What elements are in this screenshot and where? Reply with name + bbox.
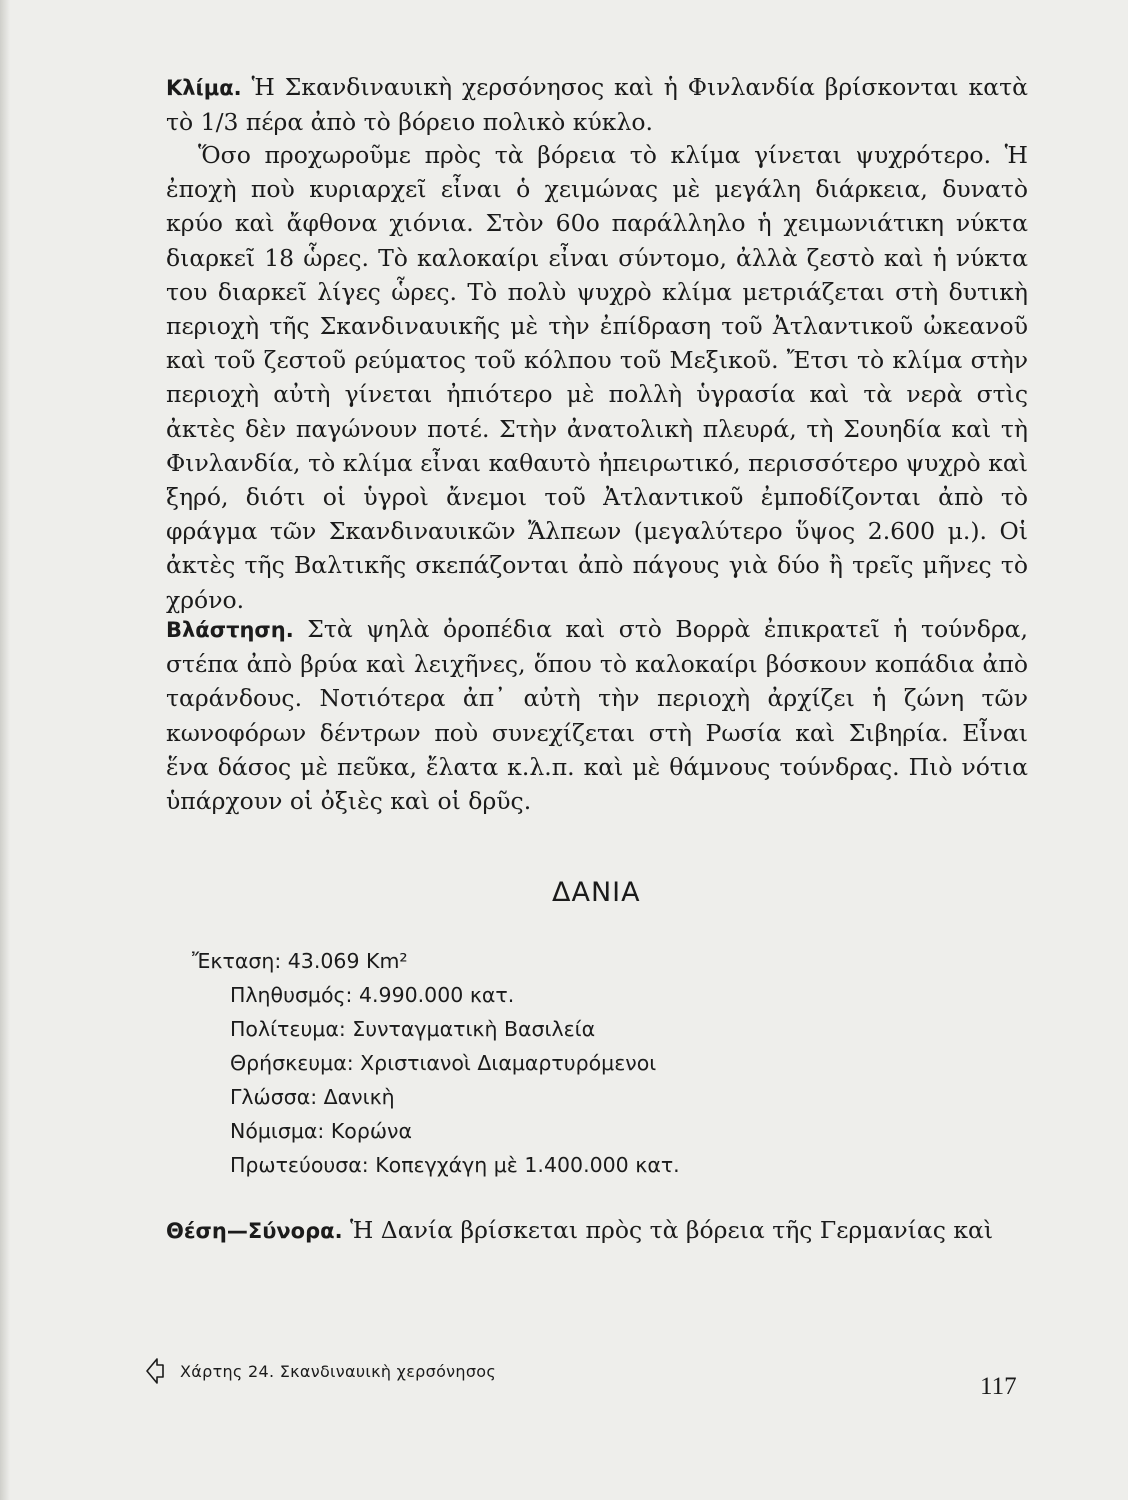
climate-lead-text: Ἡ Σκανδιναυικὴ χερσόνησος καὶ ἡ Φινλανδία βρίσκονται κατὰ τὸ 1/3 πέρα ἀπὸ τὸ βόρειο πολικὸ κύκλο.	[166, 73, 1028, 137]
fact-language: Γλώσσα: Δανικὴ	[230, 1085, 395, 1109]
fact-area: Ἔκταση: 43.069 Km²	[192, 949, 408, 973]
climate-body-paragraph: Ὅσο προχωροῦμε πρὸς τὰ βόρεια τὸ κλίμα γίνεται ψυχρότερο. Ἡ ἐποχὴ ποὺ κυριαρχεῖ εἶναι ὁ χειμώνας μὲ μεγάλη διάρκεια, δυνατὸ κρύο καὶ ἄφθονα χιόνια. Στὸν 60ο παράλληλο ἡ χειμωνιάτικη νύκτα διαρκεῖ 18 ὧρες. Τὸ καλοκαίρι εἶναι σύντομο, ἀλλὰ ζεστὸ καὶ ἡ νύκτα του διαρκεῖ λίγες ὧρες. Τὸ πολὺ ψυχρὸ κλίμα μετριάζεται στὴ δυτικὴ περιοχὴ τῆς Σκανδιναυικῆς μὲ τὴν ἐπίδραση τοῦ Ἀτλαντικοῦ ὠκεανοῦ καὶ τοῦ ζεστοῦ ρεύματος τοῦ κόλπου τοῦ Μεξικοῦ. Ἔτσι τὸ κλίμα στὴν περιοχὴ αὐτὴ γίνεται ἠπιότερο μὲ πολλὴ ὑγρασία καὶ τὰ νερὰ στὶς ἀκτὲς δὲν παγώνουν ποτέ. Στὴν ἀνατολικὴ πλευρά, τὴ Σουηδία καὶ τὴ Φινλανδία, τὸ κλίμα εἶναι καθαυτὸ ἠπειρωτικό, περισσότερο ψυχρὸ καὶ ξηρό, διότι οἱ ὑγροὶ ἄνεμοι τοῦ Ἀτλαντικοῦ ἐμποδίζονται ἀπὸ τὸ φράγμα τῶν Σκανδιναυικῶν Ἄλπεων (μεγαλύτερο ὕψος 2.600 μ.). Οἱ ἀκτὲς τῆς Βαλτικῆς σκεπάζονται ἀπὸ πάγους γιὰ δύο ἢ τρεῖς μῆνες τὸ χρόνο.	[166, 141, 1028, 614]
map-caption	[144, 1356, 496, 1386]
pointer-arrow-icon	[144, 1356, 166, 1386]
fact-religion: Θρήσκευμα: Χριστιανοὶ Διαμαρτυρόμενοι	[230, 1051, 657, 1075]
fact-currency: Νόμισμα: Κορώνα	[230, 1119, 412, 1143]
vegetation-paragraph	[166, 612, 1028, 818]
denmark-facts-list	[192, 944, 680, 1182]
page-edge	[0, 0, 10, 1500]
location-borders-paragraph	[166, 1213, 1028, 1248]
page-number: 117	[980, 1373, 1017, 1400]
location-borders-label: Θέση—Σύνορα.	[166, 1219, 343, 1243]
vegetation-text: Στὰ ψηλὰ ὀροπέδια καὶ στὸ Βορρὰ ἐπικρατεῖ ἡ τούνδρα, στέπα ἀπὸ βρύα καὶ λειχῆνες, ὅπου τὸ καλοκαίρι βόσκουν κοπάδια ἀπὸ ταράνδους. Νοτιότερα ἀπ᾽ αὐτὴ τὴν περιοχὴ ἀρχίζει ἡ ζώνη τῶν κωνοφόρων δέντρων ποὺ συνεχίζεται στὴ Ρωσία καὶ Σιβηρία. Εἶναι ἕνα δάσος μὲ πεῦκα, ἔλατα κ.λ.π. καὶ μὲ θάμνους τούνδρας. Πιὸ νότια ὑπάρχουν οἱ ὀξιὲς καὶ οἱ δρῦς.	[166, 615, 1028, 816]
map-caption-text: Χάρτης 24. Σκανδιναυικὴ χερσόνησος	[180, 1361, 497, 1381]
climate-paragraph	[166, 70, 1028, 139]
fact-capital: Πρωτεύουσα: Κοπεγχάγη μὲ 1.400.000 κατ.	[230, 1153, 680, 1177]
location-borders-text: Ἡ Δανία βρίσκεται πρὸς τὰ βόρεια τῆς Γερμανίας καὶ	[342, 1216, 994, 1244]
vegetation-label: Βλάστηση.	[166, 618, 294, 642]
denmark-heading: ΔΑΝΙΑ	[552, 877, 641, 908]
fact-population: Πληθυσμός: 4.990.000 κατ.	[230, 983, 515, 1007]
fact-government: Πολίτευμα: Συνταγματικὴ Βασιλεία	[230, 1017, 596, 1041]
climate-label: Κλίμα.	[166, 76, 242, 100]
